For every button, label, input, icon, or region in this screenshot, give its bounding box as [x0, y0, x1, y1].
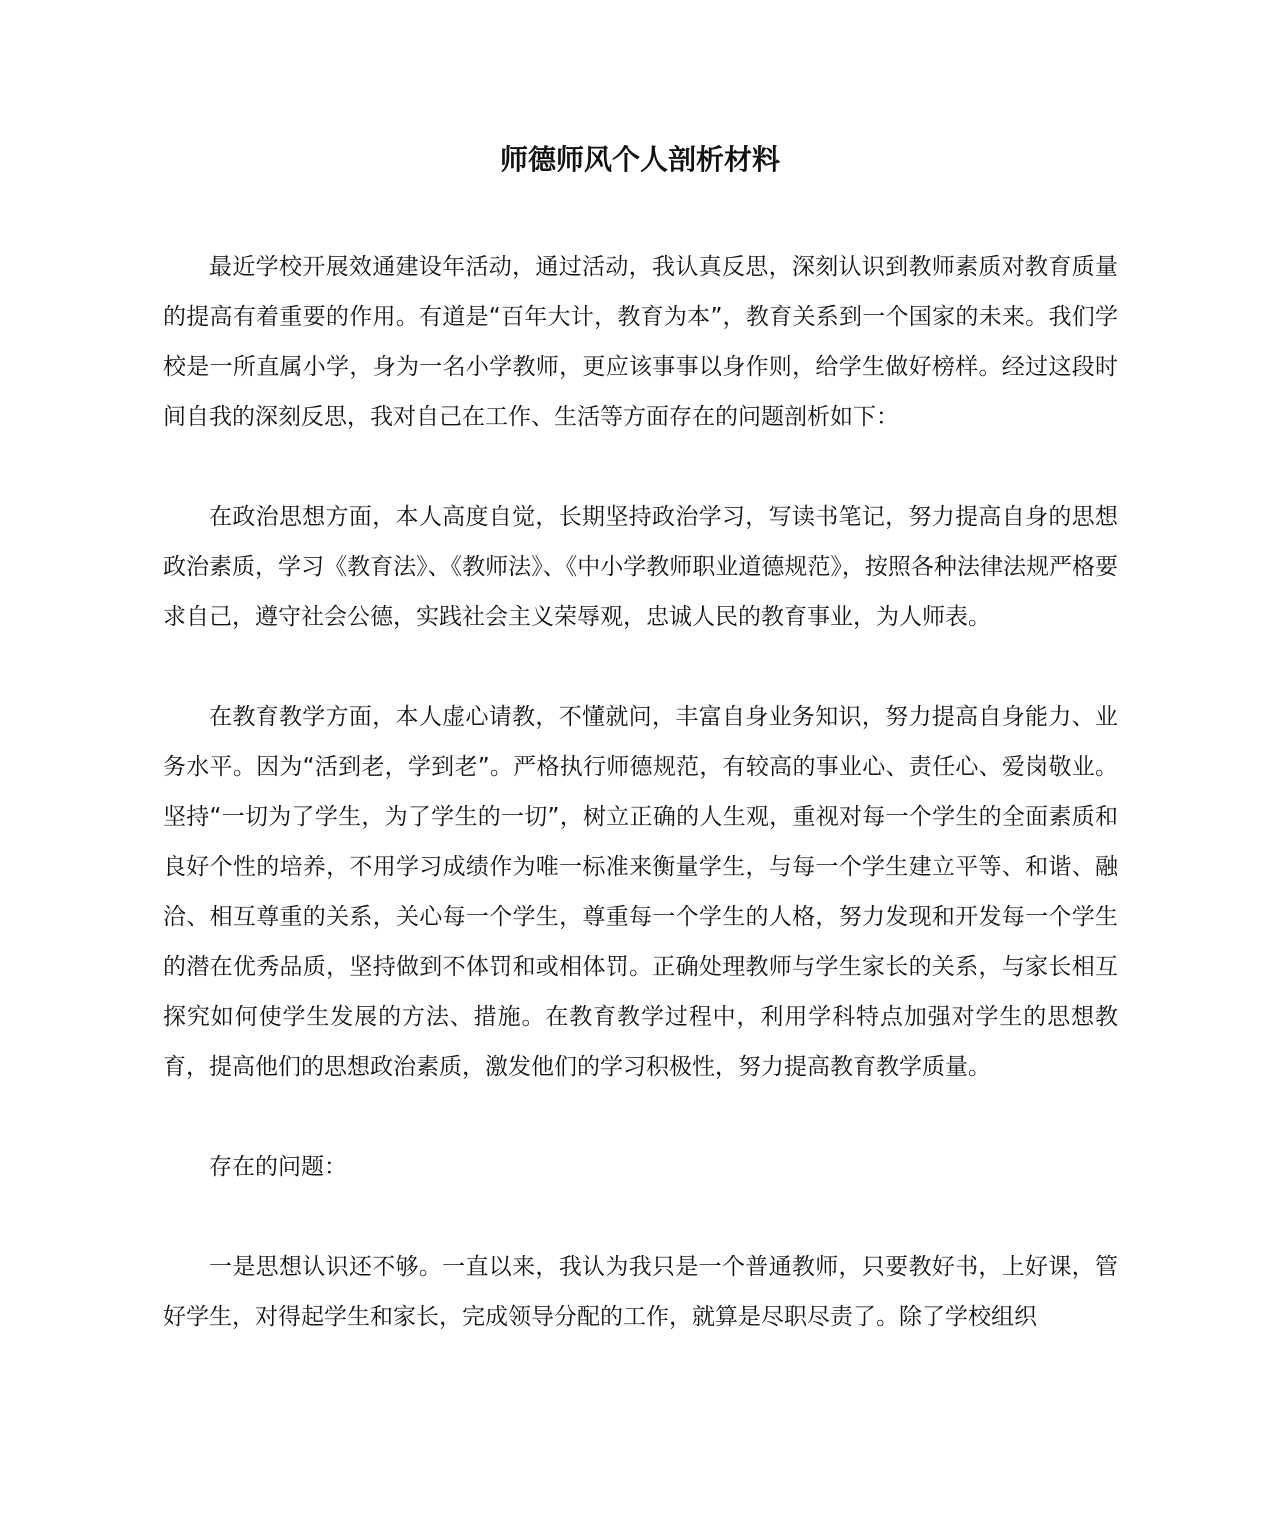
- paragraph-problems-heading: 存在的问题：: [209, 1154, 347, 1180]
- paragraph-political-thought: 在政治思想方面，本人高度自觉，长期坚持政治学习，写读书笔记，努力提高自身的思想政治素质，学习《教育法》、《教师法》、《中小学教师职业道德规范》，按照各种法律法规严格要求自己，遵守社会公德，实践社会主义荣辱观，忠诚人民的教育事业，为人师表。: [163, 504, 1118, 630]
- paragraph-teaching: 在教育教学方面，本人虚心请教，不懂就问，丰富自身业务知识，努力提高自身能力、业务水平。因为“活到老，学到老”。严格执行师德规范，有较高的事业心、责任心、爱岗敬业。坚持“一切为了学生，为了学生的一切”，树立正确的人生观，重视对每一个学生的全面素质和良好个性的培养，不用学习成绩作为唯一标准来衡量学生，与每一个学生建立平等、和谐、融洽、相互尊重的关系，关心每一个学生，尊重每一个学生的人格，努力发现和开发每一个学生的潜在优秀品质，坚持做到不体罚和或相体罚。正确处理教师与学生家长的关系，与家长相互探究如何使学生发展的方法、措施。在教育教学过程中，利用学科特点加强对学生的思想教育，提高他们的思想政治素质，激发他们的学习积极性，努力提高教育教学质量。: [163, 704, 1118, 1080]
- document-body: [163, 242, 1118, 1342]
- paragraph-problem-one: 一是思想认识还不够。一直以来，我认为我只是一个普通教师，只要教好书，上好课，管好学生，对得起学生和家长，完成领导分配的工作，就算是尽职尽责了。除了学校组织: [163, 1254, 1118, 1330]
- document-title: 师德师风个人剖析材料: [499, 143, 780, 176]
- paragraph-intro: 最近学校开展效通建设年活动，通过活动，我认真反思，深刻认识到教师素质对教育质量的提高有着重要的作用。有道是“百年大计，教育为本”，教育关系到一个国家的未来。我们学校是一所直属小学，身为一名小学教师，更应该事事以身作则，给学生做好榜样。经过这段时间自我的深刻反思，我对自己在工作、生活等方面存在的问题剖析如下：: [163, 254, 1118, 430]
